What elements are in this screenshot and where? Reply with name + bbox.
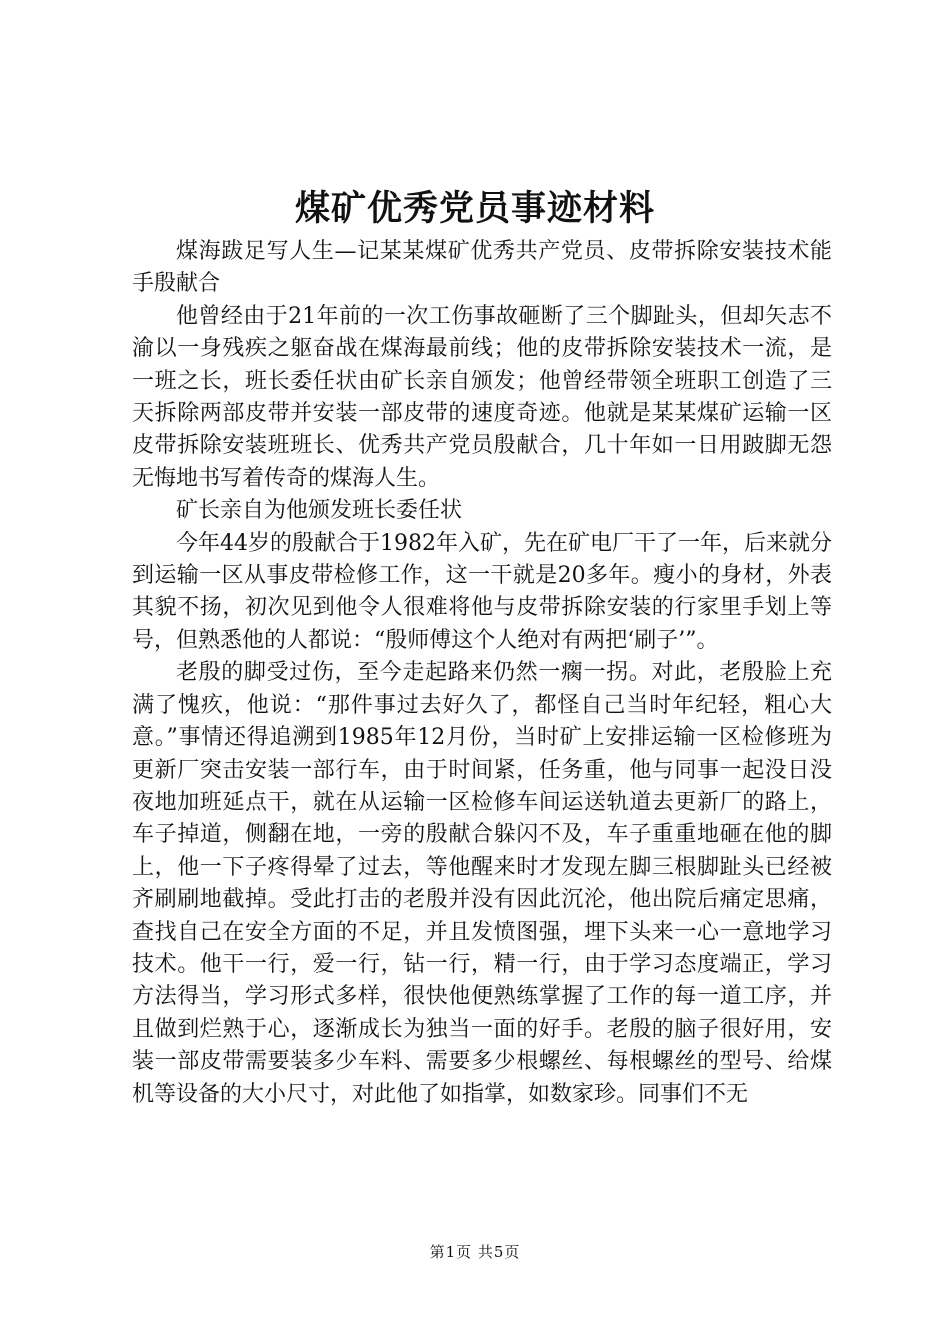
document-body <box>132 236 832 1111</box>
paragraph-subtitle: 煤海跋足写人生—记某某煤矿优秀共产党员、皮带拆除安装技术能手殷献合 <box>132 239 832 297</box>
document-title: 煤矿优秀党员事迹材料 <box>294 188 655 229</box>
paragraph-background: 今年44岁的殷献合于1982年入矿，先在矿电厂干了一年，后来就分到运输一区从事皮带检修工作，这一干就是20多年。瘦小的身材，外表其貌不扬，初次见到他令人很难将他与皮带拆除安装的行家里手划上等号，但熟悉他的人都说：“殷师傅这个人绝对有两把‘刷子’”。 <box>132 530 832 653</box>
paragraph-intro: 他曾经由于21年前的一次工伤事故砸断了三个脚趾头，但却矢志不渝以一身残疾之躯奋战在煤海最前线；他的皮带拆除安装技术一流，是一班之长，班长委任状由矿长亲自颁发；他曾经带领全班职工创造了三天拆除两部皮带并安装一部皮带的速度奇迹。他就是某某煤矿运输一区皮带拆除安装班班长、优秀共产党员殷献合，几十年如一日用跛脚无怨无悔地书写着传奇的煤海人生。 <box>132 303 832 491</box>
paragraph-injury-story: 老殷的脚受过伤，至今走起路来仍然一瘸一拐。对此，老殷脸上充满了愧疚，他说：“那件事过去好久了，都怪自己当时年纪轻，粗心大意。”事情还得追溯到1985年12月份，当时矿上安排运输一区检修班为更新厂突击安装一部行车，由于时间紧，任务重，他与同事一起没日没夜地加班延点干，就在从运输一区检修车间运送轨道去更新厂的路上，车子掉道，侧翻在地，一旁的殷献合躲闪不及，车子重重地砸在他的脚上，他一下子疼得晕了过去，等他醒来时才发现左脚三根脚趾头已经被齐刷刷地截掉。受此打击的老殷并没有因此沉沦，他出院后痛定思痛，查找自己在安全方面的不足，并且发愤图强，埋下头来一心一意地学习技术。他干一行，爱一行，钻一行，精一行，由于学习态度端正，学习方法得当，学习形式多样，很快他便熟练掌握了工作的每一道工序，并且做到烂熟于心，逐渐成长为独当一面的好手。老殷的脑子很好用，安装一部皮带需要装多少车料、需要多少根螺丝、每根螺丝的型号、给煤机等设备的大小尺寸，对此他了如指掌，如数家珍。同事们不无 <box>132 660 832 1107</box>
paragraph-section-heading: 矿长亲自为他颁发班长委任状 <box>176 498 463 524</box>
page-footer: 第1页 共5页 <box>429 1243 521 1261</box>
